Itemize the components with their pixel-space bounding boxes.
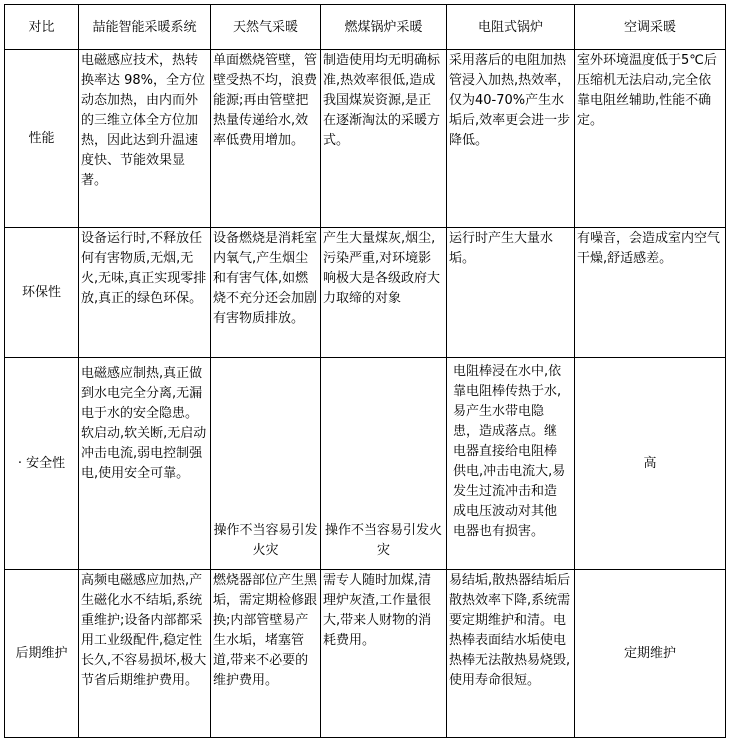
header-cell-resistance-boiler: 电阻式锅炉 <box>447 5 575 50</box>
table-cell: 操作不当容易引发火灾 <box>211 358 321 570</box>
table-row-maintenance <box>5 570 726 738</box>
header-cell-coal-boiler: 燃煤锅炉采暖 <box>321 5 447 50</box>
table-cell: 有噪音，会造成室内空气干燥,舒适感差。 <box>575 228 726 358</box>
table-cell: 采用落后的电阻加热管浸入加热,热效率，仅为40-70%产生水垢后,效率更会进一步降低。 <box>447 50 575 228</box>
header-cell-natural-gas: 天然气采暖 <box>211 5 321 50</box>
table-cell: 高频电磁感应加热,产生磁化水不结垢,系统重维护;设备内部都采用工业级配件,稳定性长久,不容易损坏,极大节省后期维护费用。 <box>79 570 211 738</box>
table-cell: 制造使用均无明确标准,热效率很低,造成我国煤炭资源,是正在逐渐淘汰的采暖方式。 <box>321 50 447 228</box>
table-cell: 单面燃烧管壁，管壁受热不均，浪费能源;再由管壁把热量传递给水,效率低费用增加。 <box>211 50 321 228</box>
comparison-table <box>4 4 725 736</box>
table-cell: 电阻棒浸在水中,依靠电阻棒传热于水,易产生水带电隐患，造成落点。继电器直接给电阻棒供电,冲击电流大,易发生过流冲击和造成电压波动对其他电器也有损害。 <box>447 358 575 570</box>
table-cell: 产生大量煤灰,烟尘,污染严重,对环境影响极大是各级政府大力取缔的对象 <box>321 228 447 358</box>
table-cell: 易结垢,散热器结垢后散热效率下降,系统需要定期维护和清。电热棒表面结水垢使电热棒无法散热易烧毁,使用寿命很短。 <box>447 570 575 738</box>
table-cell: 燃烧器部位产生黑垢，需定期检修跟换;内部管壁易产生水垢，堵塞管道,带来不必要的维护费用。 <box>211 570 321 738</box>
header-cell-air-conditioning: 空调采暖 <box>575 5 726 50</box>
table-cell: 运行时产生大量水垢。 <box>447 228 575 358</box>
table-cell: 室外环境温度低于5℃后压缩机无法启动,完全依靠电阻丝辅助,性能不确定。 <box>575 50 726 228</box>
table-cell: 需专人随时加煤,清理炉灰渣,工作量很大,带来人财物的消耗费用。 <box>321 570 447 738</box>
table-row-environmental <box>5 228 726 358</box>
row-label-maintenance: 后期维护 <box>5 570 79 738</box>
table-cell: 定期维护 <box>575 570 726 738</box>
row-label-safety: · 安全性 <box>5 358 79 570</box>
header-cell-comparison: 对比 <box>5 5 79 50</box>
table-row-safety <box>5 358 726 570</box>
table-cell: 电磁感应技术，热转换率达 98%，全方位动态加热，由内而外的三维立体全方位加热，因此达到升温速度快、节能效果显著。 <box>79 50 211 228</box>
table-row-performance <box>5 50 726 228</box>
comparison-grid <box>4 4 726 738</box>
row-label-performance: 性能 <box>5 50 79 228</box>
header-cell-zhe-neng: 喆能智能采暖系统 <box>79 5 211 50</box>
table-cell: 高 <box>575 358 726 570</box>
table-cell: 操作不当容易引发火灾 <box>321 358 447 570</box>
table-cell: 设备燃烧是消耗室内氧气,产生烟尘和有害气体,如燃烧不充分还会加剧有害物质排放。 <box>211 228 321 358</box>
table-cell: 电磁感应制热,真正做到水电完全分离,无漏电于水的安全隐患。软启动,软关断,无启动冲击电流,弱电控制强电,使用安全可靠。 <box>79 358 211 570</box>
row-label-environmental: 环保性 <box>5 228 79 358</box>
table-cell: 设备运行时,不释放任何有害物质,无烟,无火,无味,真正实现零排放,真正的绿色环保。 <box>79 228 211 358</box>
header-row <box>5 5 726 50</box>
